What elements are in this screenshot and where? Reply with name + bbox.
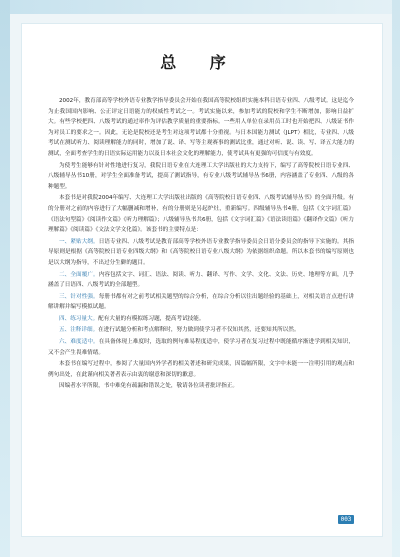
feature-item-3: [48, 292, 354, 313]
feature-item-text: 在进行试题分析和考点解释时，努力做到使学习者不仅知其然，还要知其所以然。: [98, 327, 300, 334]
feature-item-label: 六、难度适中。: [59, 339, 99, 346]
right-decoration-band: [392, 0, 400, 557]
feature-item-text: 每册书都有对之前考试相关题型的综合分析，在综合分析以往出题经验的基础上，对相关语言点进行讲解讲解并编写模拟试题。: [48, 293, 354, 311]
paragraph-2: 为使考生能够有针对性地进行复习，我院日语专业在大连理工大学出版社的大力支持下，编写了高等院校日语专业四、八级辅导丛书10册，对学生全面准备考试，提高了测试指导，有专业八级考试辅导丛书6册，内容涵盖了专业四、八级的各种题型。: [48, 162, 354, 190]
feature-item-1: [48, 237, 354, 269]
paragraph-1: 2002年，教育部高等学校外语专业教学指导委员会开始在我国高等院校组织实施本科日语专业四、八级考试。这是迄今为止我国国内影响、公正评定日语能力的权威性考试之一。考试实施以来，参加考试的院校和学生不断增加，影响日益扩大。有些学校把四、八级考试的通过率作为评估教学质量的重要指标。一些用人单位在录用员工时也开始把四、八级证书作为对员工的要求之一。因此，无论是院校还是考生对这项考试都十分重视。与日本国能力测试（JLPT）相比，专业四、八级考试在测试听力、阅读理解能力的同时，增加了说、译、写等主观赛事的测试比重，通过对听、说、读、写、译五大能力的测试，全面考查学生的日语实际运用能力以及日本社会文化的理解能力，使考试具有更强的可信度与有效度。: [48, 98, 354, 157]
closing-paragraph-2: 因编者水平所限，书中难免有疏漏和错误之处，敬请各位读者批评指正。: [59, 383, 239, 390]
feature-item-label: 五、注释详细。: [59, 327, 99, 334]
feature-item-text: 内容包括文字、词汇、语法、阅读、听力、翻译、写作、文学、文化、文法、历史、地理等方面，几乎涵盖了日语四、八级考试的全部题型。: [48, 271, 354, 289]
closing-paragraph-1: 本套书在编写过程中，参阅了大量国内外学者的相关著述和研究成果，因篇幅所限，文字中未能一一注明引用的观点和例句出处，在此谨向相关著者表示由衷的谢意和深切的歉意。: [48, 361, 354, 378]
feature-item-label: 一、紧贴大纲。: [59, 238, 99, 245]
feature-item-text: 日语专业四、八级考试是教育部高等学校外语专业教学指导委员会日语分委员会的指导下实施的。其指导原则是根据《高等院校日语专业四级大纲》和《高等院校日语专业八级大纲》为依据组织命题。所以本套书的编写原则也是以大纲为指导，不出过分生僻的题目。: [48, 238, 354, 266]
left-decoration-band: [0, 0, 10, 557]
feature-item-text: 配有大量的有模拟练习题，提高考试技能。: [98, 315, 205, 322]
preface-body: [48, 96, 354, 393]
feature-item-text: 在具备体现上难度时，选取的例句难易程度适中，使学习者在复习过程中既能循序渐进学到相关知识，又不会产生畏难情绪。: [48, 339, 354, 356]
feature-item-6: [48, 337, 354, 358]
page-number-badge: 003: [338, 515, 354, 524]
feature-item-label: 二、全面覆广。: [59, 271, 99, 278]
feature-item-5: [48, 325, 354, 336]
feature-item-label: 三、针对性强。: [59, 293, 99, 300]
page-title: 总 序: [160, 53, 240, 72]
feature-item-label: 四、练习量大。: [59, 315, 99, 322]
feature-item-2: [48, 270, 354, 291]
feature-item-4: [48, 314, 354, 325]
paragraph-3: 本套书是对我院2004年编写、大连理工大学出版社出版的《高等院校日语专业四、八级考试辅导丛书》的全面升级。有的分册对之前的内容进行了大幅删减和增补，有的分册则是另起炉灶，重新编写。四级辅导丛书4册，包括《文字词汇篇》《语法句型篇》《阅读作文篇》《听力理解篇》；八级辅导丛书共6册，包括《文字词汇篇》《语法读语篇》《翻译作文篇》《听力理解篇》《阅读篇》《文法文学文化篇》。该套书的主要特点是：: [48, 195, 354, 234]
top-decoration-band: [0, 0, 400, 14]
